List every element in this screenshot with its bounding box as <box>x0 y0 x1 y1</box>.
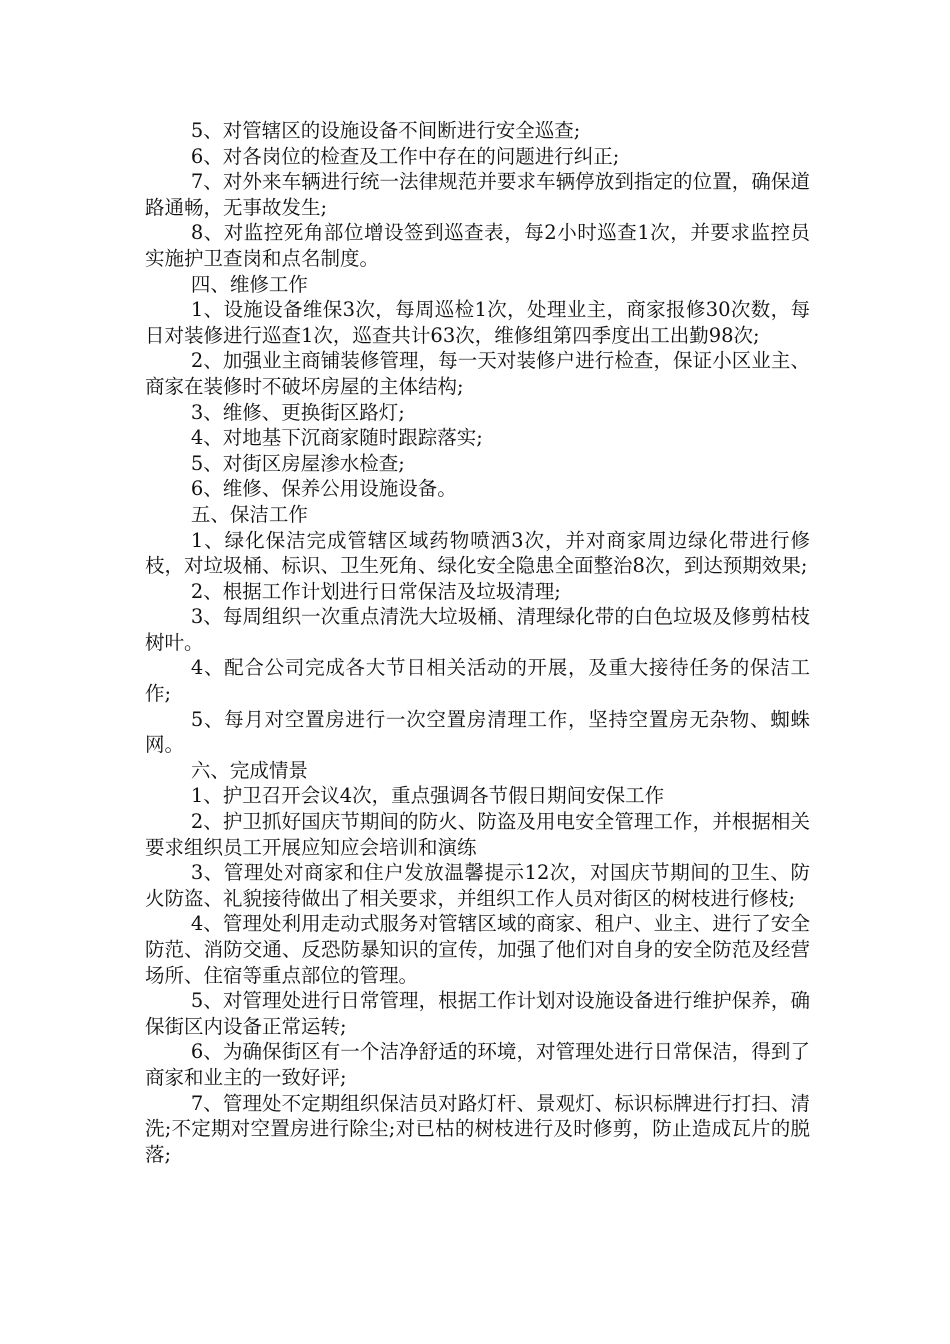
paragraph-completion-7: 7、管理处不定期组织保洁员对路灯杆、景观灯、标识标牌进行打扫、清洗;不定期对空置房进行除尘;对已枯的树枝进行及时修剪，防止造成瓦片的脱落; <box>145 1091 810 1166</box>
paragraph-completion-3: 3、管理处对商家和住户发放温馨提示12次，对国庆节期间的卫生、防火防盗、礼貌接待做出了相关要求，并组织工作人员对街区的树枝进行修枝; <box>145 861 810 910</box>
paragraph-completion-1: 1、护卫召开会议4次，重点强调各节假日期间安保工作 <box>190 784 665 808</box>
paragraph-item-5-inspection: 5、对管辖区的设施设备不间断进行安全巡查; <box>190 119 581 142</box>
section-heading-cleaning: 五、保洁工作 <box>190 502 308 526</box>
paragraph-cleaning-3: 3、每周组织一次重点清洗大垃圾桶、清理绿化带的白色垃圾及修剪枯枝树叶。 <box>145 605 810 654</box>
paragraph-maintenance-2: 2、加强业主商铺装修管理，每一天对装修户进行检查，保证小区业主、商家在装修时不破坏房屋的主体结构; <box>145 349 810 398</box>
paragraph-maintenance-4: 4、对地基下沉商家随时跟踪落实; <box>190 426 483 450</box>
document-body <box>145 118 810 1167</box>
paragraph-cleaning-2: 2、根据工作计划进行日常保洁及垃圾清理; <box>190 579 561 603</box>
section-heading-maintenance: 四、维修工作 <box>190 272 308 296</box>
paragraph-completion-6: 6、为确保街区有一个洁净舒适的环境，对管理处进行日常保洁，得到了商家和业主的一致好评; <box>145 1040 810 1089</box>
paragraph-completion-4: 4、管理处利用走动式服务对管辖区域的商家、租户、业主、进行了安全防范、消防交通、反恐防暴知识的宣传，加强了他们对自身的安全防范及经营场所、住宿等重点部位的管理。 <box>145 912 810 987</box>
paragraph-maintenance-6: 6、维修、保养公用设施设备。 <box>190 477 457 501</box>
paragraph-completion-2: 2、护卫抓好国庆节期间的防火、防盗及用电安全管理工作，并根据相关要求组织员工开展应知应会培训和演练 <box>145 810 810 859</box>
paragraph-maintenance-5: 5、对街区房屋渗水检查; <box>190 451 405 475</box>
section-heading-completion: 六、完成情景 <box>190 758 308 782</box>
paragraph-item-6-correction: 6、对各岗位的检查及工作中存在的问题进行纠正; <box>190 144 620 168</box>
paragraph-item-7-vehicles: 7、对外来车辆进行统一法律规范并要求车辆停放到指定的位置，确保道路通畅，无事故发生; <box>145 170 810 219</box>
paragraph-cleaning-1: 1、绿化保洁完成管辖区域药物喷洒3次，并对商家周边绿化带进行修枝，对垃圾桶、标识、卫生死角、绿化安全隐患全面整治8次，到达预期效果; <box>145 528 810 578</box>
paragraph-cleaning-5: 5、每月对空置房进行一次空置房清理工作，坚持空置房无杂物、蜘蛛网。 <box>145 707 810 757</box>
paragraph-completion-5: 5、对管理处进行日常管理，根据工作计划对设施设备进行维护保养，确保街区内设备正常运转; <box>145 989 810 1038</box>
paragraph-cleaning-4: 4、配合公司完成各大节日相关活动的开展，及重大接待任务的保洁工作; <box>145 656 810 706</box>
paragraph-maintenance-1: 1、设施设备维保3次，每周巡检1次，处理业主，商家报修30次数，每日对装修进行巡查1次，巡查共计63次，维修组第四季度出工出勤98次; <box>145 298 810 347</box>
paragraph-item-8-monitoring: 8、对监控死角部位增设签到巡查表，每2小时巡查1次，并要求监控员实施护卫查岗和点名制度。 <box>145 221 810 270</box>
paragraph-maintenance-3: 3、维修、更换街区路灯; <box>190 400 405 424</box>
